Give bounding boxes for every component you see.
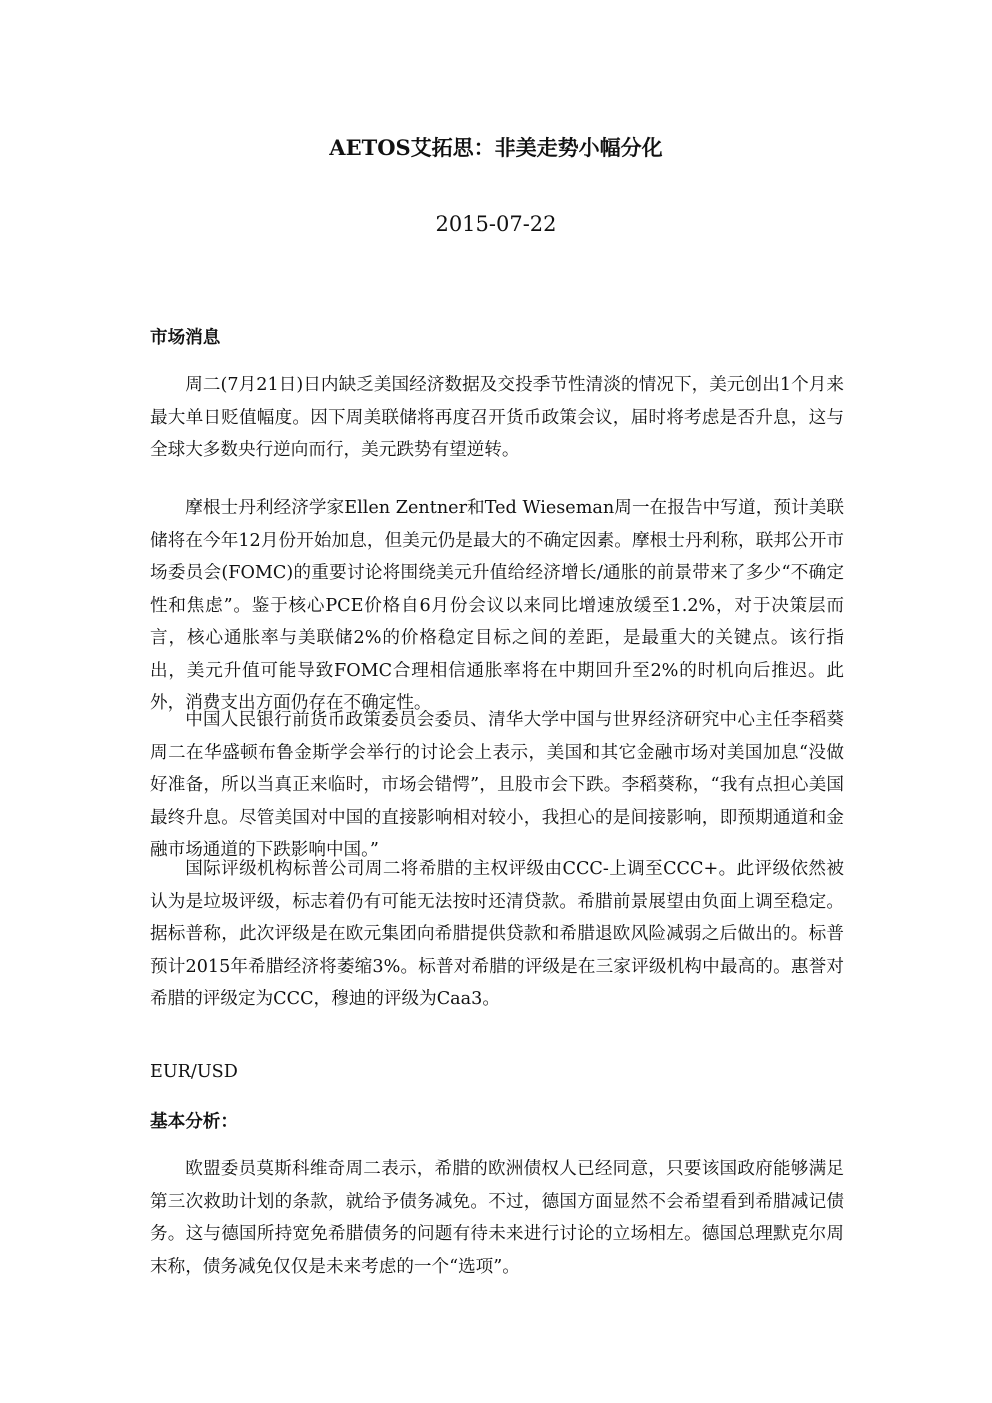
currency-pair-label: EUR/USD — [150, 1062, 238, 1082]
paragraph: 国际评级机构标普公司周二将希腊的主权评级由CCC-上调至CCC+。此评级依然被认为是垃圾评级，标志着仍有可能无法按时还清贷款。希腊前景展望由负面上调至稳定。据标普称，此次评级是在欧元集团向希腊提供贷款和希腊退欧风险减弱之后做出的。标普预计2015年希腊经济将萎缩3%。标普对希腊的评级是在三家评级机构中最高的。惠誉对希腊的评级定为CCC，穆迪的评级为Caa3。 — [150, 859, 844, 1009]
section-heading-fundamental: 基本分析： — [150, 1111, 238, 1132]
paragraph: 欧盟委员莫斯科维奇周二表示，希腊的欧洲债权人已经同意，只要该国政府能够满足第三次救助计划的条款，就给予债务减免。不过，德国方面显然不会希望看到希腊减记债务。这与德国所持宽免希腊债务的问题有待未来进行讨论的立场相左。德国总理默克尔周末称，债务减免仅仅是未来考虑的一个“选项”。 — [150, 1159, 844, 1277]
document-date: 2015-07-22 — [435, 212, 557, 236]
paragraph: 中国人民银行前货币政策委员会委员、清华大学中国与世界经济研究中心主任李稻葵周二在华盛顿布鲁金斯学会举行的讨论会上表示，美国和其它金融市场对美国加息“没做好准备，所以当真正来临时，市场会错愕”，且股市会下跌。李稻葵称，“我有点担心美国最终升息。尽管美国对中国的直接影响相对较小，我担心的是间接影响，即预期通道和金融市场通道的下跌影响中国。” — [150, 710, 844, 860]
section-heading-market: 市场消息 — [150, 327, 221, 348]
document-title: AETOS艾拓思：非美走势小幅分化 — [329, 135, 663, 160]
paragraph: 周二(7月21日)日内缺乏美国经济数据及交投季节性清淡的情况下，美元创出1个月来最大单日贬值幅度。因下周美联储将再度召开货币政策会议，届时将考虑是否升息，这与全球大多数央行逆向而行，美元跌势有望逆转。 — [150, 375, 844, 460]
paragraph: 摩根士丹利经济学家Ellen Zentner和Ted Wieseman周一在报告中写道，预计美联储将在今年12月份开始加息，但美元仍是最大的不确定因素。摩根士丹利称，联邦公开市场委员会(FOMC)的重要讨论将围绕美元升值给经济增长/通胀的前景带来了多少“不确定性和焦虑”。鉴于核心PCE价格自6月份会议以来同比增速放缓至1.2%，对于决策层而言，核心通胀率与美联储2%的价格稳定目标之间的差距，是最重大的关键点。该行指出，美元升值可能导致FOMC合理相信通胀率将在中期回升至2%的时机向后推迟。此外，消费支出方面仍存在不确定性。 — [150, 498, 844, 713]
